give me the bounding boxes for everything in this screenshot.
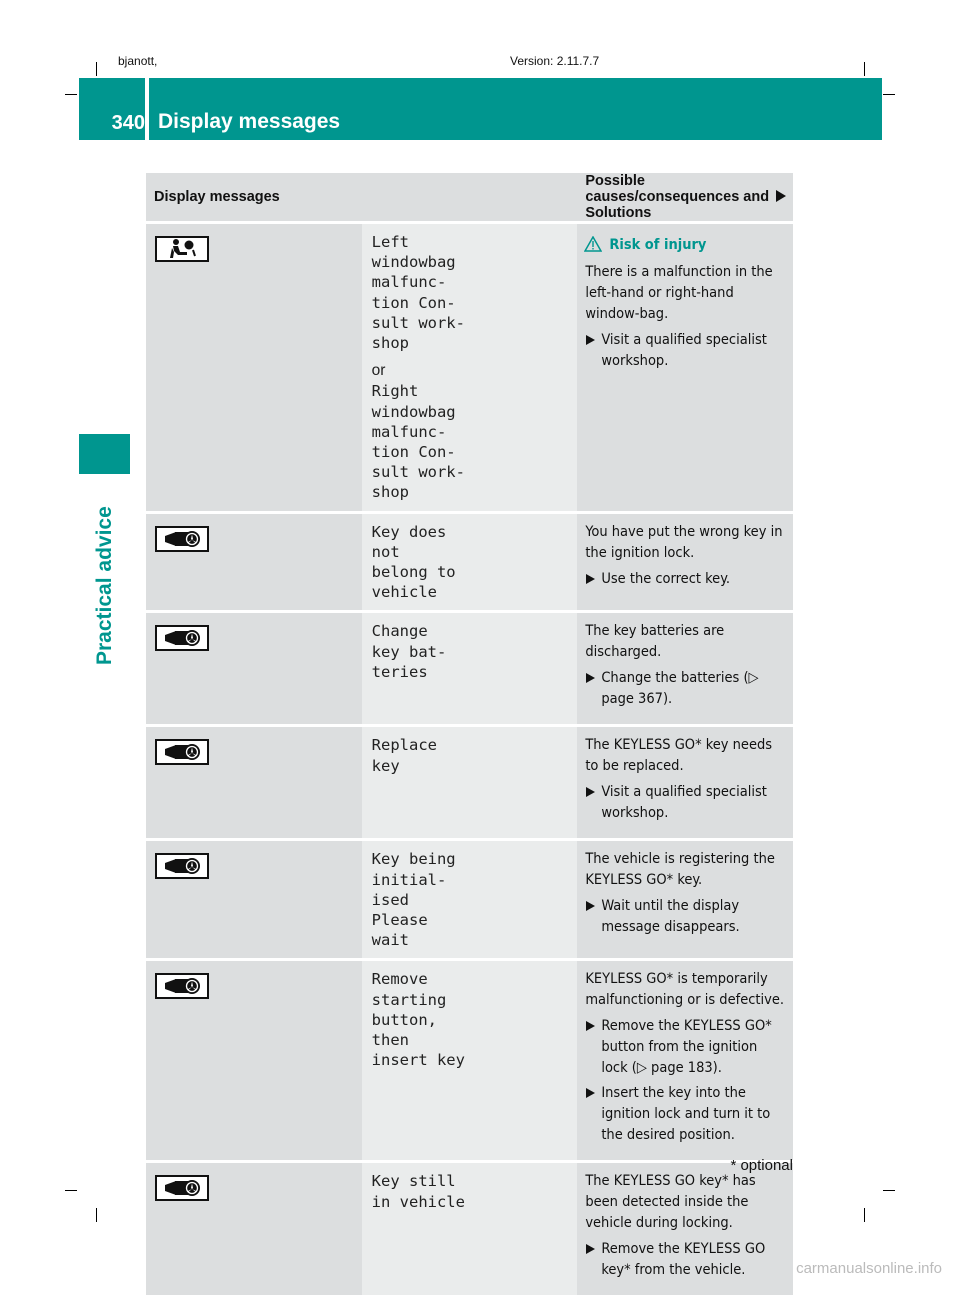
solution-cell xyxy=(577,1163,793,1298)
icon-cell xyxy=(146,514,362,614)
solution-cell xyxy=(577,841,793,961)
table-row xyxy=(146,514,793,614)
table-row xyxy=(146,961,793,1163)
solution-step xyxy=(585,668,787,710)
table-row xyxy=(146,727,793,841)
side-tab-marker xyxy=(79,434,130,474)
solution-step xyxy=(585,782,787,824)
col-header-causes-text: Possible causes/consequences and xyxy=(585,173,770,205)
message-cell xyxy=(362,727,578,841)
crop-mark xyxy=(65,1190,77,1191)
key-icon xyxy=(155,853,209,879)
cause-text: The KEYLESS GO* key needs to be replaced. xyxy=(585,737,773,775)
key-icon xyxy=(155,739,209,765)
step-arrow-icon xyxy=(586,574,595,584)
cause-text: The key batteries are discharged. xyxy=(585,623,725,661)
message-cell xyxy=(362,1163,578,1298)
table-row xyxy=(146,1163,793,1298)
solution-step xyxy=(585,569,787,590)
key-icon xyxy=(155,973,209,999)
watermark: carmanualsonline.info xyxy=(796,1260,942,1277)
message-cell xyxy=(362,961,578,1163)
step-text: Visit a qualified specialist workshop. xyxy=(601,784,767,822)
icon-cell xyxy=(146,613,362,727)
display-message-text: Right windowbag malfunc- tion Con- sult work- shop xyxy=(371,382,465,502)
step-text: Change the batteries (▷ page 367). xyxy=(601,670,759,708)
key-icon xyxy=(155,1175,209,1201)
display-message-text: Key being initial- ised Please wait xyxy=(371,850,456,950)
arrow-icon xyxy=(776,190,786,202)
icon-cell xyxy=(146,961,362,1163)
crop-mark xyxy=(864,1208,865,1222)
display-message-text: Left windowbag malfunc- tion Con- sult work- shop xyxy=(371,233,465,353)
solution-cell xyxy=(577,514,793,614)
solution-step xyxy=(585,1016,787,1079)
step-arrow-icon xyxy=(586,787,595,797)
message-cell xyxy=(362,224,578,514)
solution-cell xyxy=(577,224,793,514)
table-header-row xyxy=(146,173,793,224)
table-row xyxy=(146,224,793,514)
airbag-warning-icon xyxy=(155,236,209,262)
solution-step xyxy=(585,330,787,372)
crop-mark xyxy=(96,62,97,76)
page-title: Display messages xyxy=(158,110,341,133)
step-arrow-icon xyxy=(586,1088,595,1098)
solution-cell xyxy=(577,613,793,727)
cause-text: There is a malfunction in the left-hand or right-hand window-bag. xyxy=(585,264,773,322)
solution-step xyxy=(585,1083,787,1146)
solution-cell xyxy=(577,727,793,841)
step-text: Use the correct key. xyxy=(601,570,730,587)
display-message-text: Remove starting button, then insert key xyxy=(371,970,465,1070)
icon-cell xyxy=(146,841,362,961)
display-message-text: Replace key xyxy=(371,736,437,775)
crop-mark xyxy=(883,94,895,95)
crop-mark xyxy=(65,94,77,95)
cause-text: The KEYLESS GO key* has been detected inside the vehicle during locking. xyxy=(585,1173,756,1232)
col-header-display-messages: Display messages xyxy=(146,173,577,224)
table-row xyxy=(146,841,793,961)
key-icon xyxy=(155,526,209,552)
header-bar xyxy=(79,78,882,140)
crop-mark xyxy=(864,62,865,76)
step-text: Remove the KEYLESS GO* button from the ignition lock (▷ page 183). xyxy=(601,1018,772,1077)
col-header-solutions-text: Solutions xyxy=(585,205,652,221)
step-arrow-icon xyxy=(586,1021,595,1031)
icon-cell xyxy=(146,727,362,841)
step-text: Remove the KEYLESS GO key* from the vehicle. xyxy=(601,1241,766,1279)
step-text: Visit a qualified specialist workshop. xyxy=(601,332,767,369)
message-cell xyxy=(362,514,578,614)
cause-text: KEYLESS GO* is temporarily malfunctioning or is defective. xyxy=(585,971,785,1009)
crop-mark xyxy=(96,1208,97,1222)
step-arrow-icon xyxy=(586,673,595,683)
cause-text: The vehicle is registering the KEYLESS GO* key. xyxy=(585,851,775,889)
table-row xyxy=(146,613,793,727)
display-messages-table xyxy=(146,173,793,1298)
message-cell xyxy=(362,841,578,961)
display-message-text: Key does not belong to vehicle xyxy=(371,522,456,602)
page-number: 340 xyxy=(111,112,145,134)
step-text: Insert the key into the ignition lock and turn it to the desired position. xyxy=(601,1085,771,1144)
icon-cell xyxy=(146,1163,362,1298)
solution-step xyxy=(585,1239,787,1281)
warning-heading xyxy=(609,235,787,256)
cause-text: You have put the wrong key in the ignition lock. xyxy=(585,523,783,561)
section-label: Practical advice xyxy=(93,506,116,665)
footnote: * optional xyxy=(730,1157,793,1174)
meta-left: bjanott, xyxy=(118,54,158,68)
message-cell xyxy=(362,613,578,727)
step-arrow-icon xyxy=(586,1244,595,1254)
header-divider xyxy=(145,78,149,140)
step-arrow-icon xyxy=(586,335,595,345)
solution-cell xyxy=(577,961,793,1163)
step-arrow-icon xyxy=(586,901,595,911)
key-icon xyxy=(155,625,209,651)
display-message-text: Key still in vehicle xyxy=(371,1172,465,1211)
solution-step xyxy=(585,896,787,938)
col-header-causes xyxy=(577,173,793,224)
warning-text: Risk of injury xyxy=(609,237,707,253)
or-separator: or xyxy=(371,362,386,380)
icon-cell xyxy=(146,224,362,514)
step-text: Wait until the display message disappears. xyxy=(601,898,740,936)
crop-mark xyxy=(883,1190,895,1191)
meta-right: Version: 2.11.7.7 xyxy=(510,54,600,68)
display-message-text: Change key bat- teries xyxy=(371,622,447,681)
